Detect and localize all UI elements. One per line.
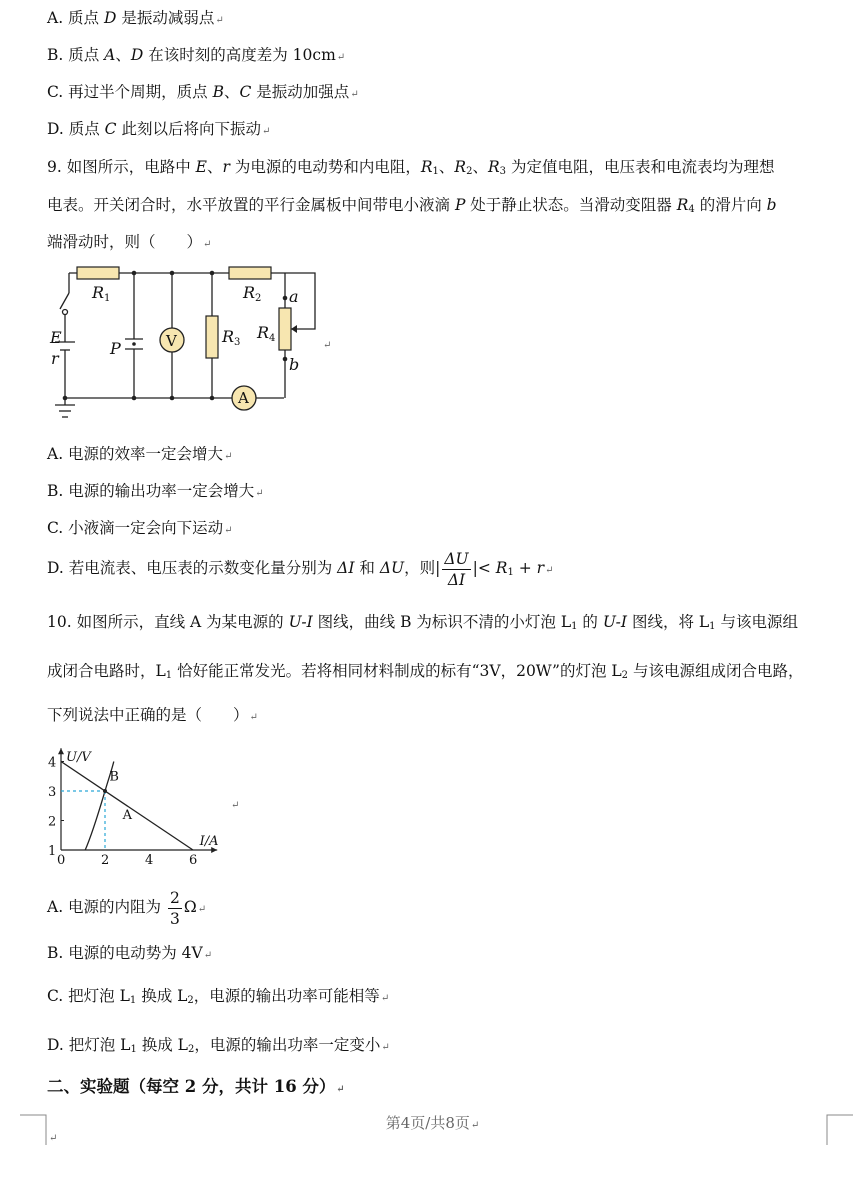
paragraph-mark-icon: ↵ [249, 712, 258, 723]
paragraph-mark-icon: ↵ [545, 565, 554, 576]
y-axis-label: U/V [66, 750, 91, 766]
q10-stem-line2: 成闭合电路时，$L_1$ 恰好能正常发光。若将相同材料制成的标有“3V，20W”的灯泡 $L_2$ 与该电源组成闭合电路， [47, 662, 804, 681]
svg-text:b: b [289, 355, 300, 374]
paragraph-mark-icon: ↵ [336, 52, 346, 63]
paragraph-mark-icon: ↵ [203, 239, 212, 250]
svg-text:A: A [238, 389, 249, 407]
paragraph-mark-icon: ↵ [231, 800, 240, 811]
svg-text:P: P [110, 339, 121, 358]
x-tick-label: 2 [101, 853, 110, 868]
q10-option-d: D. 把灯泡 $L_1$ 换成 $L_2$，电源的输出功率一定变小↵ [47, 1036, 390, 1055]
x-tick-label: 0 [57, 853, 66, 868]
series-b-label: B [109, 769, 119, 785]
ui-graph [45, 738, 235, 868]
page-footer: 第4页/共8页↵ [385, 1114, 480, 1132]
section-heading: 二、实验题（每空 2 分，共计 16 分）↵ [47, 1077, 345, 1096]
x-tick-label: 4 [145, 853, 154, 868]
y-tick-label: 1 [48, 844, 57, 859]
y-tick-label: 2 [48, 814, 57, 830]
fraction-two-thirds: $\frac{2}{3}$ [169, 888, 180, 928]
y-axis-arrow [58, 748, 64, 754]
q8-option-d: D. 质点 C 此刻以后将向下振动↵ [47, 120, 271, 138]
circuit-diagram [45, 260, 345, 430]
q9-stem-line1: 9. 如图所示，电路中 E、r 为电源的电动势和内电阻，$R_1$、$R_2$、$R_3$ 为定值电阻，电压表和电流表均为理想 [47, 158, 775, 177]
q10-stem-line1: 10. 如图所示，直线 A 为某电源的 U-I 图线，曲线 B 为标识不清的小灯泡 $L_1$ 的 U-I 图线，将 $L_1$ 与该电源组 [47, 613, 798, 632]
intersection-point [103, 789, 107, 793]
x-axis-label: I/A [199, 834, 219, 849]
svg-text:r: r [51, 349, 59, 368]
x-tick-label: 6 [189, 853, 198, 868]
q9-option-c: C. 小液滴一定会向下运动↵ [47, 519, 233, 537]
svg-text:a: a [289, 287, 299, 306]
y-tick-label: 3 [48, 785, 57, 800]
paragraph-mark-icon: ↵ [261, 126, 271, 137]
paragraph-mark-icon: ↵ [49, 1133, 58, 1144]
q9-option-d: D. 若电流表、电压表的示数变化量分别为 ΔI 和 ΔU，则| $\frac{\Delta U}{\Delta I}$ |< $R_1$ + r↵ [47, 549, 554, 589]
q9-stem-line3: 端滑动时，则（ ）↵ [47, 233, 212, 251]
paragraph-mark-icon: ↵ [380, 993, 390, 1004]
paragraph-mark-icon: ↵ [255, 488, 264, 499]
svg-text:R4: R4 [257, 323, 276, 344]
svg-text:R3: R3 [222, 327, 241, 348]
q9-option-b: B. 电源的输出功率一定会增大↵ [47, 482, 264, 500]
paragraph-mark-icon: ↵ [224, 451, 233, 462]
q8-option-b: B. 质点 A、D 在该时刻的高度差为 10cm↵ [47, 46, 346, 64]
paragraph-mark-icon: ↵ [350, 89, 359, 100]
paragraph-mark-icon: ↵ [203, 950, 213, 961]
svg-text:R1: R1 [92, 283, 111, 304]
q9-stem-line2: 电表。开关闭合时，水平放置的平行金属板中间带电小液滴 P 处于静止状态。当滑动变阻器 $R_4$ 的滑片向 b [47, 196, 777, 215]
paragraph-mark-icon: ↵ [381, 1042, 390, 1053]
paragraph-mark-icon: ↵ [323, 340, 332, 351]
paragraph-mark-icon: ↵ [470, 1120, 480, 1131]
paragraph-mark-icon: ↵ [224, 525, 233, 536]
y-tick-label: 4 [48, 755, 57, 771]
q10-option-b: B. 电源的电动势为 4V↵ [47, 944, 213, 962]
svg-text:E: E [50, 328, 62, 347]
svg-text:R2: R2 [243, 283, 262, 304]
q9-option-a: A. 电源的效率一定会增大↵ [47, 445, 233, 463]
paragraph-mark-icon: ↵ [336, 1084, 345, 1095]
q8-option-c: C. 再过半个周期，质点 B、C 是振动加强点↵ [47, 83, 359, 101]
series-a-label: A [122, 808, 132, 824]
q10-stem-line3: 下列说法中正确的是（ ）↵ [47, 706, 258, 724]
paragraph-mark-icon: ↵ [197, 904, 207, 915]
series-a-line [61, 762, 193, 851]
q10-option-c: C. 把灯泡 $L_1$ 换成 $L_2$，电源的输出功率可能相等↵ [47, 987, 390, 1006]
fraction-du-di: $\frac{\Delta U}{\Delta I}$ [444, 549, 469, 589]
q8-option-a: A. 质点 D 是振动减弱点↵ [47, 9, 224, 27]
q10-option-a: A. 电源的内阻为 $\frac{2}{3}$ Ω↵ [47, 888, 207, 928]
paragraph-mark-icon: ↵ [215, 15, 224, 26]
svg-text:V: V [166, 332, 177, 350]
